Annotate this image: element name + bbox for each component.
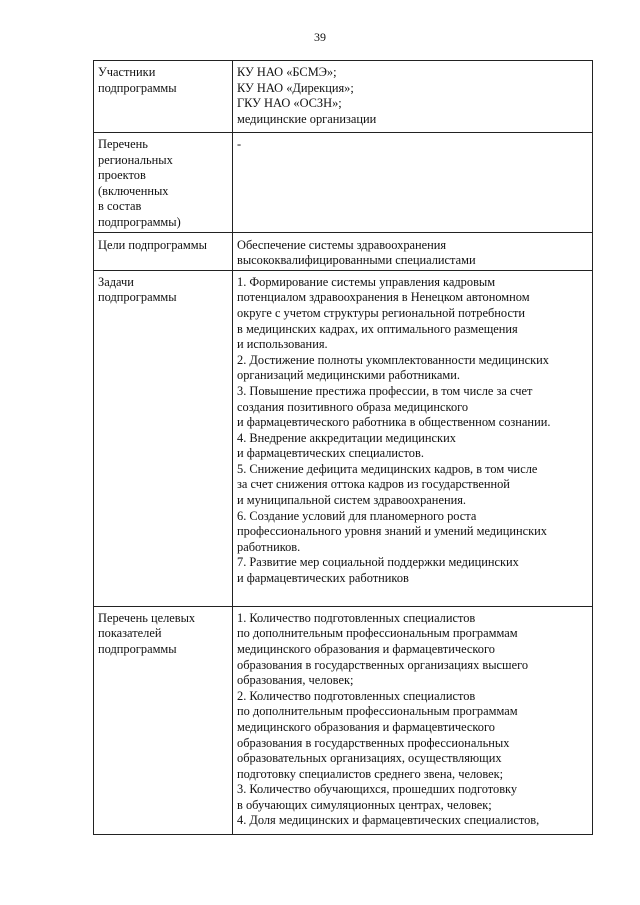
row-value-line: в обучающих симуляционных центрах, человек;: [237, 797, 492, 812]
row-value-line: высококвалифицированными специалистами: [237, 253, 476, 268]
row-value-line: организаций медицинскими работниками.: [237, 368, 460, 383]
row-value-line: КУ НАО «Дирекция»;: [237, 80, 354, 95]
row-label-line: в состав: [98, 199, 142, 214]
row-value-line: по дополнительным профессиональным программам: [237, 704, 518, 719]
row-label-line: Участники: [98, 65, 156, 79]
program-passport-table: [93, 60, 593, 835]
row-value-line: в медицинских кадрах, их оптимального размещения: [237, 321, 518, 336]
row-value-line: Обеспечение системы здравоохранения: [237, 237, 447, 252]
row-value-line: 7. Развитие мер социальной поддержки медицинских: [237, 555, 519, 570]
row-value-line: 4. Доля медицинских и фармацевтических специалистов,: [237, 813, 540, 828]
row-value-line: и фармацевтических специалистов.: [237, 446, 424, 461]
row-tasks: [94, 270, 593, 606]
row-label-cell: [94, 606, 233, 834]
row-value-line: и использования.: [237, 337, 328, 352]
row-value-line: образования в государственных организациях высшего: [237, 657, 529, 672]
row-value-line: образования, человек;: [237, 673, 354, 688]
row-label-line: подпрограммы): [98, 214, 181, 229]
row-value-line: 6. Создание условий для планомерного роста: [237, 508, 477, 523]
row-value-line: и фармацевтического работника в общественном сознании.: [237, 415, 551, 430]
row-value-line: ГКУ НАО «ОСЗН»;: [237, 96, 342, 111]
row-label-cell: [94, 270, 233, 606]
row-value-line: -: [237, 137, 242, 151]
row-value-line: и фармацевтических работников: [237, 571, 409, 586]
row-value-cell: [233, 61, 593, 133]
row-label-line: Цели подпрограммы: [98, 237, 207, 252]
row-value-line: 2. Количество подготовленных специалистов: [237, 688, 476, 703]
row-value-line: медицинские организации: [237, 111, 377, 126]
row-value-line: 1. Формирование системы управления кадровым: [237, 274, 496, 289]
row-value-line: профессионального уровня знаний и умений медицинских: [237, 524, 547, 539]
row-label-line: показателей: [98, 626, 162, 641]
row-label-cell: [94, 61, 233, 133]
row-label-line: подпрограммы: [98, 80, 177, 95]
row-value-line: образовательных организациях, осуществляющих: [237, 751, 502, 766]
row-value-line: создания позитивного образа медицинского: [237, 399, 469, 414]
row-label-line: Перечень: [98, 137, 148, 151]
row-value-line: 4. Внедрение аккредитации медицинских: [237, 430, 456, 445]
row-value-line: образования в государственных профессиональных: [237, 735, 510, 750]
row-value-line: КУ НАО «БСМЭ»;: [237, 65, 337, 79]
row-label-line: подпрограммы: [98, 290, 177, 305]
row-value-cell: [233, 232, 593, 270]
row-value-line: округе с учетом структуры региональной потребности: [237, 305, 525, 320]
row-value-line: 2. Достижение полноты укомплектованности медицинских: [237, 352, 549, 367]
row-value-line: 5. Снижение дефицита медицинских кадров, в том числе: [237, 461, 538, 476]
row-value-line: по дополнительным профессиональным программам: [237, 626, 518, 641]
row-indicators: [94, 606, 593, 834]
row-value-line: медицинского образования и фармацевтического: [237, 641, 495, 656]
row-goals: [94, 232, 593, 270]
row-value-line: 3. Количество обучающихся, прошедших подготовку: [237, 782, 518, 797]
row-value-cell: [233, 270, 593, 606]
row-value-line: за счет снижения оттока кадров из государственной: [237, 477, 510, 492]
row-value-line: работников.: [237, 539, 301, 554]
row-value-line: 1. Количество подготовленных специалистов: [237, 610, 476, 625]
row-value-line: подготовку специалистов среднего звена, человек;: [237, 766, 504, 781]
row-value-cell: [233, 133, 593, 233]
row-value-line: потенциалом здравоохранения в Ненецком автономном: [237, 290, 530, 305]
row-participants: [94, 61, 593, 133]
row-label-line: Перечень целевых: [98, 610, 196, 625]
row-value-line: медицинского образования и фармацевтического: [237, 719, 495, 734]
row-label-line: проектов: [98, 168, 146, 183]
row-label-line: (включенных: [98, 183, 169, 198]
row-label-cell: [94, 133, 233, 233]
row-value-cell: [233, 606, 593, 834]
row-label-line: подпрограммы: [98, 641, 177, 656]
page-number: 39: [314, 30, 326, 44]
row-value-line: 3. Повышение престижа профессии, в том числе за счет: [237, 383, 533, 398]
row-value-line: и муниципальной систем здравоохранения.: [237, 493, 466, 508]
row-regional-projects: [94, 133, 593, 233]
row-label-line: региональных: [98, 152, 173, 167]
row-label-cell: [94, 232, 233, 270]
row-label-line: Задачи: [98, 274, 134, 289]
